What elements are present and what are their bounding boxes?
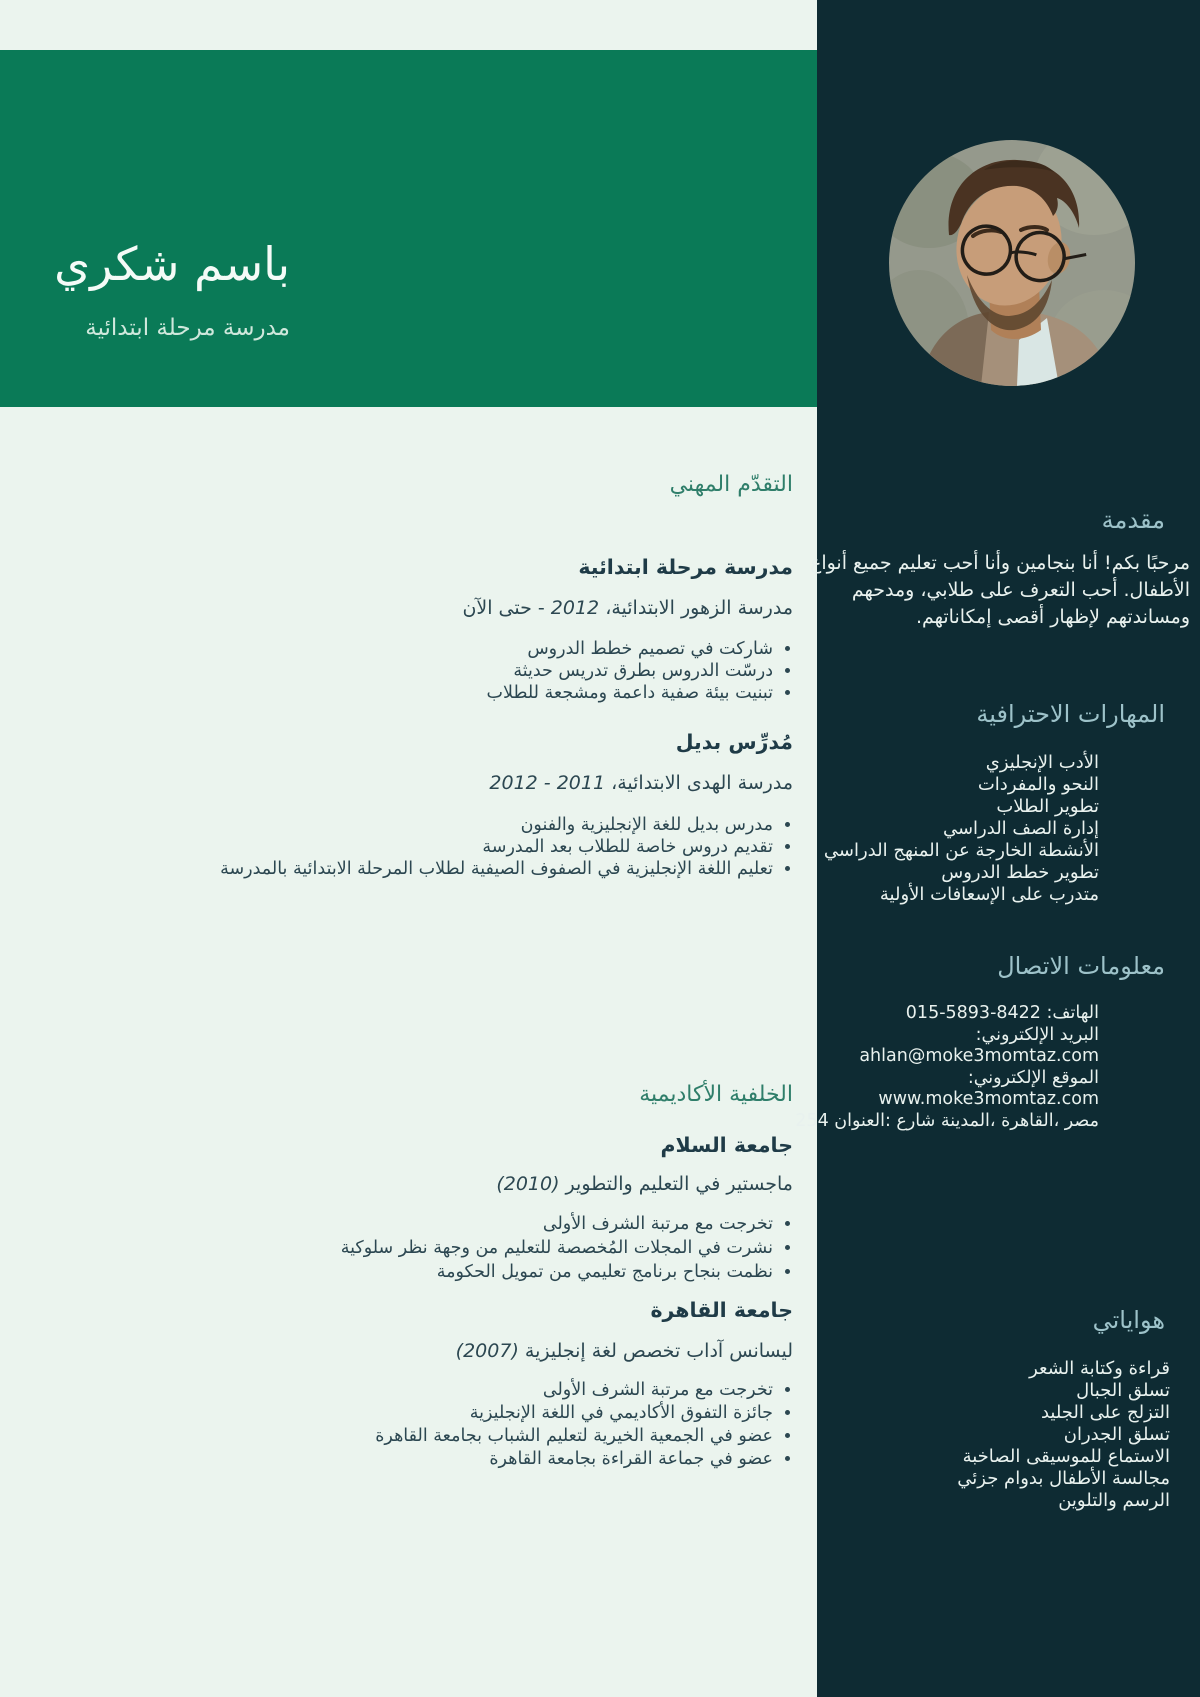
hobby-item: التزلج على الجليد (1040, 1402, 1170, 1423)
section-heading-education: الخلفية الأكاديمية (639, 1082, 793, 1107)
contact-line: الهاتف: 8422-5893-015 (905, 1003, 1099, 1023)
hero-banner (0, 50, 817, 407)
job-bullet: • شاركت في تصميم خطط الدروس (0, 638, 773, 660)
job-bullet: • مدرس بديل للغة الإنجليزية والفنون (0, 814, 773, 836)
contact-line: www.moke3momtaz.com (878, 1089, 1099, 1109)
sidebar-heading-intro: مقدمة (1101, 506, 1165, 534)
contact-list (716, 1003, 1200, 1132)
school-bullet: • تخرجت مع مرتبة الشرف الأولى (0, 1212, 773, 1236)
hobby-item: تسلق الجدران (1063, 1424, 1170, 1445)
contact-line: البريد الإلكتروني: (975, 1024, 1099, 1045)
job-org-period (0, 594, 793, 622)
job-subtitle: مدرسة مرحلة ابتدائية (85, 315, 290, 341)
job-period-suffix: - حتى الآن (462, 597, 551, 619)
job-org: مدرسة الهدى الابتدائية، (605, 772, 793, 794)
skill-item: إدارة الصف الدراسي (942, 818, 1099, 839)
job-period: 2012 (550, 597, 600, 619)
skill-item: تطوير خطط الدروس (941, 862, 1099, 883)
school-bullet-list (0, 1212, 793, 1284)
skill-item: الأدب الإنجليزي (985, 752, 1099, 773)
profile-photo-illustration (889, 140, 1135, 386)
intro-text: مرحبًا بكم! أنا بنجامين وأنا أحب تعليم جميع أنواع الأطفال. أحب التعرف على طلابي، ومدحهم ومساندتهم لإظهار أقصى إمكاناتهم. (810, 552, 1190, 628)
job-bullet: • تقديم دروس خاصة للطلاب بعد المدرسة (0, 836, 773, 858)
sidebar-heading-skills: المهارات الاحترافية (976, 700, 1165, 728)
skill-item: الأنشطة الخارجة عن المنهج الدراسي (823, 840, 1099, 861)
job-org: مدرسة الزهور الابتدائية، (599, 597, 793, 619)
job-period: 2011 - 2012 (489, 772, 606, 794)
school-bullet-list (0, 1379, 793, 1471)
skill-item: النحو والمفردات (977, 774, 1099, 795)
hero-text (0, 232, 290, 344)
job-title: مدرسة مرحلة ابتدائية (578, 555, 793, 579)
job-bullet-list (0, 638, 793, 704)
skill-item: تطوير الطلاب (996, 796, 1099, 817)
hobby-item: تسلق الجبال (1076, 1380, 1170, 1401)
degree-text: ليسانس آداب تخصص لغة إنجليزية (518, 1340, 793, 1362)
job-bullet: • درسّت الدروس بطرق تدريس حديثة (0, 660, 773, 682)
skill-item: متدرب على الإسعافات الأولية (879, 884, 1099, 905)
school-degree (0, 1170, 793, 1198)
job-bullet-list (0, 814, 793, 880)
school-bullet: • عضو في الجمعية الخيرية لتعليم الشباب بجامعة القاهرة (0, 1425, 773, 1448)
sidebar-heading-hobbies: هواياتي (1092, 1306, 1165, 1334)
hobby-item: مجالسة الأطفال بدوام جزئي (957, 1468, 1170, 1489)
contact-line: ahlan@moke3momtaz.com (859, 1046, 1099, 1066)
degree-text: ماجستير في التعليم والتطوير (559, 1173, 793, 1195)
hobby-item: الرسم والتلوين (1058, 1490, 1170, 1511)
job-bullet: • تعليم اللغة الإنجليزية في الصفوف الصيفية لطلاب المرحلة الابتدائية بالمدرسة (0, 858, 773, 880)
hobby-item: الاستماع للموسيقى الصاخبة (962, 1446, 1170, 1467)
hobbies-list (787, 1358, 1200, 1512)
hobby-item: قراءة وكتابة الشعر (1029, 1358, 1170, 1379)
contact-line: 254 العنوان: ‎شارع ‎المدينة، ‎القاهرة، ‎مصر (795, 1110, 1099, 1131)
job-title: مُدرِّس بديل (675, 730, 793, 754)
school-degree (0, 1337, 793, 1365)
sidebar-heading-contact: معلومات الاتصال (997, 952, 1165, 980)
degree-year: (2007) (455, 1340, 519, 1362)
school-name: جامعة القاهرة (650, 1298, 793, 1322)
school-bullet: • تخرجت مع مرتبة الشرف الأولى (0, 1379, 773, 1402)
school-bullet: • جائزة التفوق الأكاديمي في اللغة الإنجليزية (0, 1402, 773, 1425)
job-org-period (0, 769, 793, 797)
page-title: باسم شكري (54, 237, 290, 291)
school-name: جامعة السلام (660, 1133, 793, 1157)
contact-line: الموقع الإلكتروني: (967, 1067, 1099, 1088)
school-bullet: • نشرت في المجلات المُخصصة للتعليم من وجهة نظر سلوكية (0, 1236, 773, 1260)
school-bullet: • عضو في جماعة القراءة بجامعة القاهرة (0, 1448, 773, 1471)
section-heading-experience: التقدّم المهني (669, 472, 793, 497)
school-bullet: • نظمت بنجاح برنامج تعليمي من تمويل الحكومة (0, 1260, 773, 1284)
degree-year: (2010) (496, 1173, 560, 1195)
skills-list (716, 752, 1200, 906)
profile-photo (889, 140, 1135, 386)
job-bullet: • تبنيت بيئة صفية داعمة ومشجعة للطلاب (0, 682, 773, 704)
